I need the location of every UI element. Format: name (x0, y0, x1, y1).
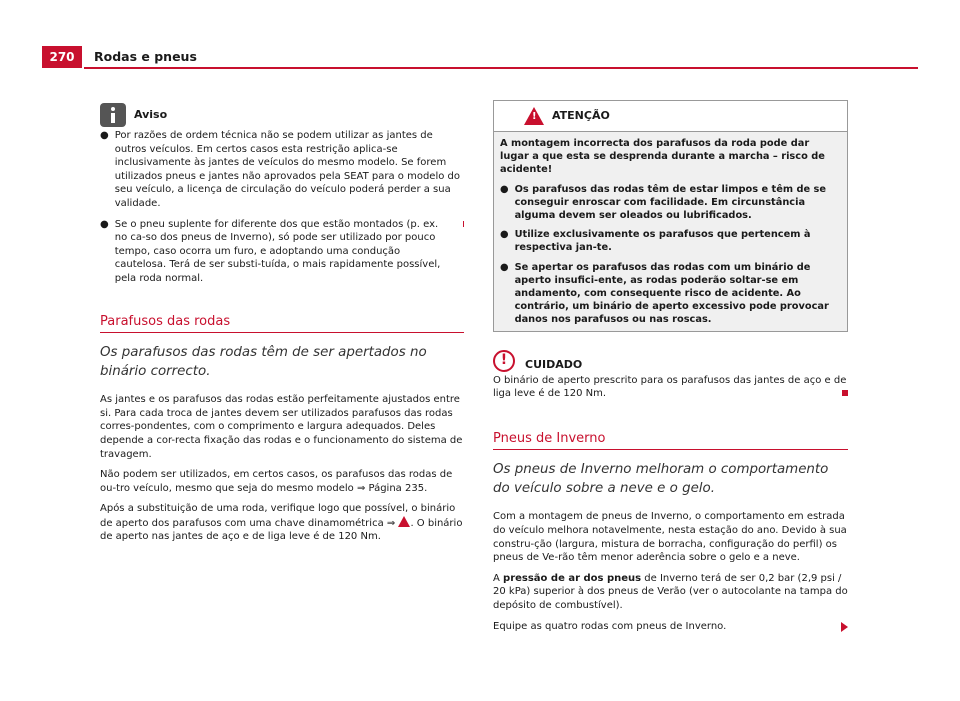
warning-box (493, 100, 848, 332)
continue-arrow-icon (841, 622, 848, 632)
bullet-dot-icon: ● (500, 261, 509, 273)
left-column (100, 103, 464, 551)
warning-link-icon[interactable] (398, 516, 410, 527)
bullet-dot-icon: ● (100, 218, 109, 230)
note-bullet-text: Por razões de ordem técnica não se podem utilizar as jantes de outros veículos. Em certos casos esta restrição aplica-se inclusivamente às jantes de veículos do mesmo modelo. Se forem utilizados pneus e jantes não aprovados pela SEAT para o modelo do seu veículo, a licença de circulação do veículo poderá perder a sua validade. (114, 130, 461, 209)
info-icon (100, 103, 126, 127)
warning-body (494, 132, 847, 331)
note-bullet (100, 218, 464, 286)
warning-bullet (500, 261, 841, 327)
warning-intro: A montagem incorrecta dos parafusos da roda pode dar lugar a que esta se desprenda durante a marcha – risco de acidente! (500, 138, 825, 176)
body-paragraph (100, 468, 464, 495)
body-paragraph (100, 502, 464, 544)
body-text[interactable]: Não podem ser utilizados, em certos casos, os parafusos das rodas de ou-tro veículo, mesmo que seja do mesmo modelo ⇒ Página 235. (100, 469, 453, 494)
section-title: Parafusos das rodas (100, 315, 464, 334)
warning-bullet (500, 228, 841, 254)
body-text: A (493, 572, 504, 584)
warning-bullet-text: Utilize exclusivamente os parafusos que pertencem à respectiva jan-te. (514, 229, 811, 254)
caution-title: CUIDADO (525, 358, 583, 372)
section-subtitle: Os parafusos das rodas têm de ser apertados no binário correcto. (100, 345, 427, 380)
warning-bullet-text: Se apertar os parafusos das rodas com um binário de aperto insufici-ente, as rodas poderão soltar-se em andamento, com consequente risco de acidente. Ao contrário, um binário de aperto excessivo pode provocar danos nos parafusos ou nas roscas. (514, 261, 829, 326)
end-of-section-icon (463, 221, 464, 227)
caution-text (493, 374, 848, 401)
page-number: 270 (42, 46, 82, 68)
caution-icon: ! (493, 350, 515, 372)
chapter-title: Rodas e pneus (94, 49, 197, 64)
note-bullet (100, 129, 464, 211)
header-rule (84, 67, 918, 69)
bullet-dot-icon: ● (500, 229, 509, 241)
warning-bullet (500, 183, 841, 223)
body-paragraph: As jantes e os parafusos das rodas estão perfeitamente ajustados entre si. Para cada troca de jantes devem ser utilizados parafusos das rodas corres-pondentes, com o comprimento e largura adequados. Deles depende a cor-recta fixação das rodas e o funcionamento do sistema de travagem. (100, 394, 463, 460)
note-title: Aviso (134, 108, 168, 122)
right-column (493, 100, 848, 640)
body-text: de Inverno terá de ser 0,2 bar (2,9 psi / 20 kPa) superior à dos pneus de Verão (ver o autocolante na tampa do depósito de combustível). (493, 572, 848, 611)
body-text: . O binário de aperto nas jantes de aço e de liga leve é de 120 Nm. (100, 517, 463, 543)
note-heading (100, 103, 464, 127)
body-text: Equipe as quatro rodas com pneus de Inverno. (493, 620, 727, 632)
caution-heading (493, 346, 848, 372)
section-subtitle: Os pneus de Inverno melhoram o comportamento do veículo sobre a neve e o gelo. (493, 462, 829, 497)
section-title: Pneus de Inverno (493, 432, 848, 451)
bullet-dot-icon: ● (500, 183, 509, 195)
body-paragraph: Com a montagem de pneus de Inverno, o comportamento em estrada do veículo melhora notavelmente, nesta estação do ano. Devido à sua constru-ção (largura, mistura de borracha, configuração do perfil) os pneus de Ve-rão têm menor aderência sobre o gelo e a neve. (493, 511, 847, 564)
bullet-dot-icon: ● (100, 130, 109, 141)
end-of-section-icon (842, 390, 848, 396)
note-bullet-text: Se o pneu suplente for diferente dos que estão montados (p. ex. no ca-so dos pneus de Inverno), só pode ser utilizado por pouco tempo, caso ocorra um furo, e adoptando uma condução cautelosa. Terá de ser substi-tuída, o mais rapidamente possível, pela roda normal. (114, 218, 441, 284)
body-paragraph (493, 572, 848, 613)
warning-triangle-icon: ! (524, 107, 544, 125)
caution-text-body: O binário de aperto prescrito para os parafusos das jantes de aço e de liga leve é de 120 Nm. (493, 374, 847, 400)
body-text: Após a substituição de uma roda, verifique logo que possível, o binário de aperto dos parafusos com uma chave dinamométrica ⇒ (100, 503, 456, 529)
warning-bullet-text: Os parafusos das rodas têm de estar limpos e têm de se conseguir enroscar com facilidade. Em circunstância alguma devem ser oleados ou lubrificados. (514, 183, 827, 222)
warning-heading (494, 101, 847, 132)
warning-title: ATENÇÃO (552, 109, 610, 123)
body-text-bold: pressão de ar dos pneus (503, 572, 642, 584)
body-paragraph (493, 620, 848, 634)
